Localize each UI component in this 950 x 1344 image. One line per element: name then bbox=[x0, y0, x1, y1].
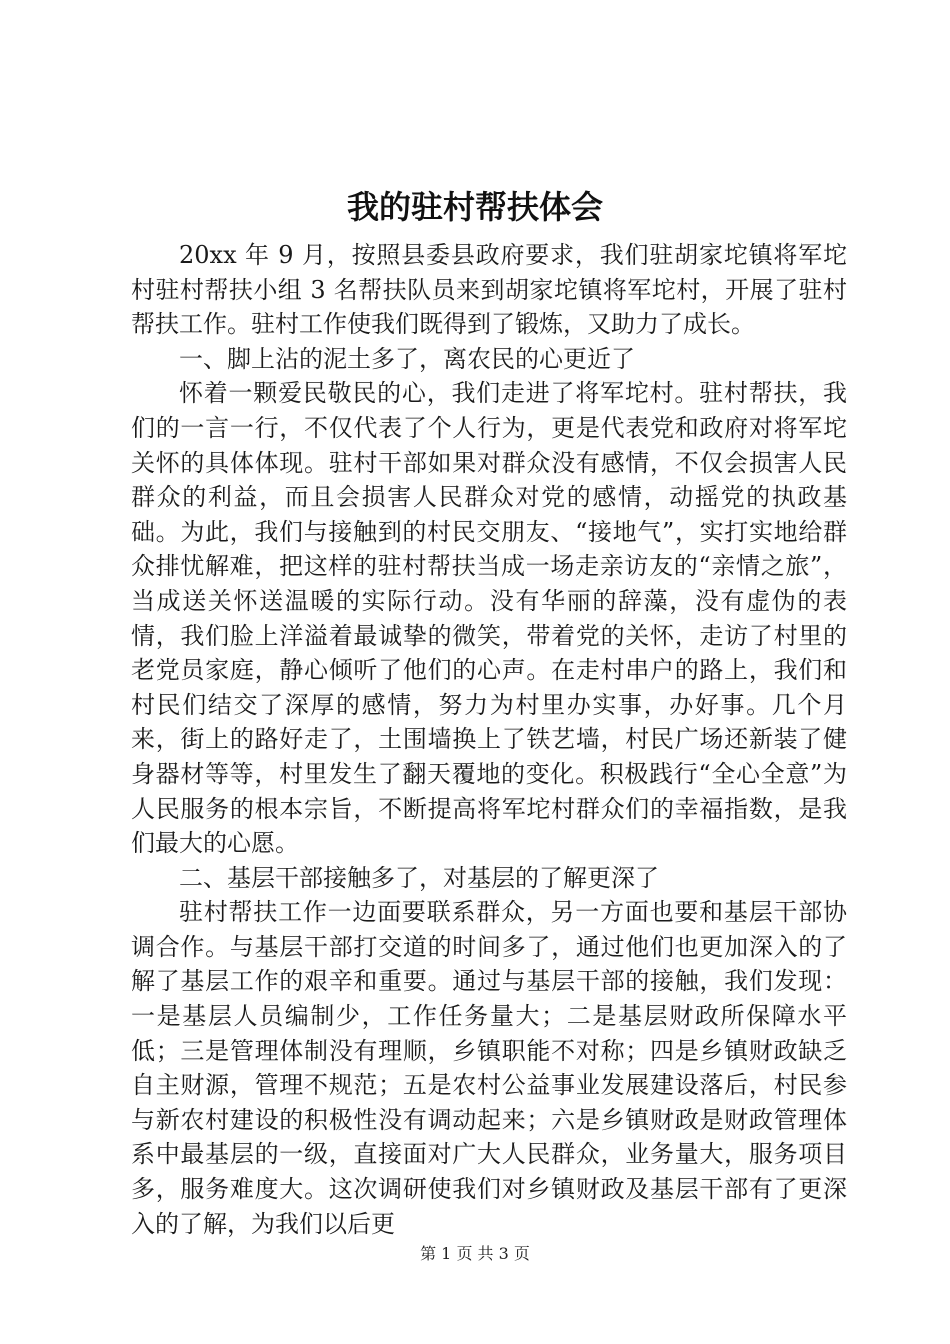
document-body bbox=[131, 238, 847, 1241]
paragraph-section-2: 驻村帮扶工作一边面要联系群众，另一方面也要和基层干部协调合作。与基层干部打交道的时间多了，通过他们也更加深入的了解了基层工作的艰辛和重要。通过与基层干部的接触，我们发现：一是基层人员编制少，工作任务量大；二是基层财政所保障水平低；三是管理体制没有理顺，乡镇职能不对称；四是乡镇财政缺乏自主财源，管理不规范；五是农村公益事业发展建设落后，村民参与新农村建设的积极性没有调动起来；六是乡镇财政是财政管理体系中最基层的一级，直接面对广大人民群众，业务量大，服务项目多，服务难度大。这次调研使我们对乡镇财政及基层干部有了更深入的了解，为我们以后更 bbox=[131, 898, 847, 1238]
paragraph-intro: 20xx 年 9 月，按照县委县政府要求，我们驻胡家坨镇将军坨村驻村帮扶小组 3 名帮扶队员来到胡家坨镇将军坨村，开展了驻村帮扶工作。驻村工作使我们既得到了锻炼，又助力了成长。 bbox=[131, 241, 847, 339]
section-heading-2: 二、基层干部接触多了，对基层的了解更深了 bbox=[179, 863, 659, 892]
section-heading-1: 一、脚上沾的泥土多了，离农民的心更近了 bbox=[179, 344, 635, 373]
page-footer: 第 1 页 共 3 页 bbox=[420, 1244, 530, 1263]
document-title: 我的驻村帮扶体会 bbox=[346, 188, 603, 226]
paragraph-section-1: 怀着一颗爱民敬民的心，我们走进了将军坨村。驻村帮扶，我们的一言一行，不仅代表了个人行为，更是代表党和政府对将军坨关怀的具体体现。驻村干部如果对群众没有感情，不仅会损害人民群众的利益，而且会损害人民群众对党的感情，动摇党的执政基础。为此，我们与接触到的村民交朋友、“接地气”，实打实地给群众排忧解难，把这样的驻村帮扶当成一场走亲访友的“亲情之旅”，当成送关怀送温暖的实际行动。没有华丽的辞藻，没有虚伪的表情，我们脸上洋溢着最诚挚的微笑，带着党的关怀，走访了村里的老党员家庭，静心倾听了他们的心声。在走村串户的路上，我们和村民们结交了深厚的感情，努力为村里办实事，办好事。几个月来，街上的路好走了，土围墙换上了铁艺墙，村民广场还新装了健身器材等等，村里发生了翻天覆地的变化。积极践行“全心全意”为人民服务的根本宗旨，不断提高将军坨村群众们的幸福指数，是我们最大的心愿。 bbox=[131, 379, 847, 858]
